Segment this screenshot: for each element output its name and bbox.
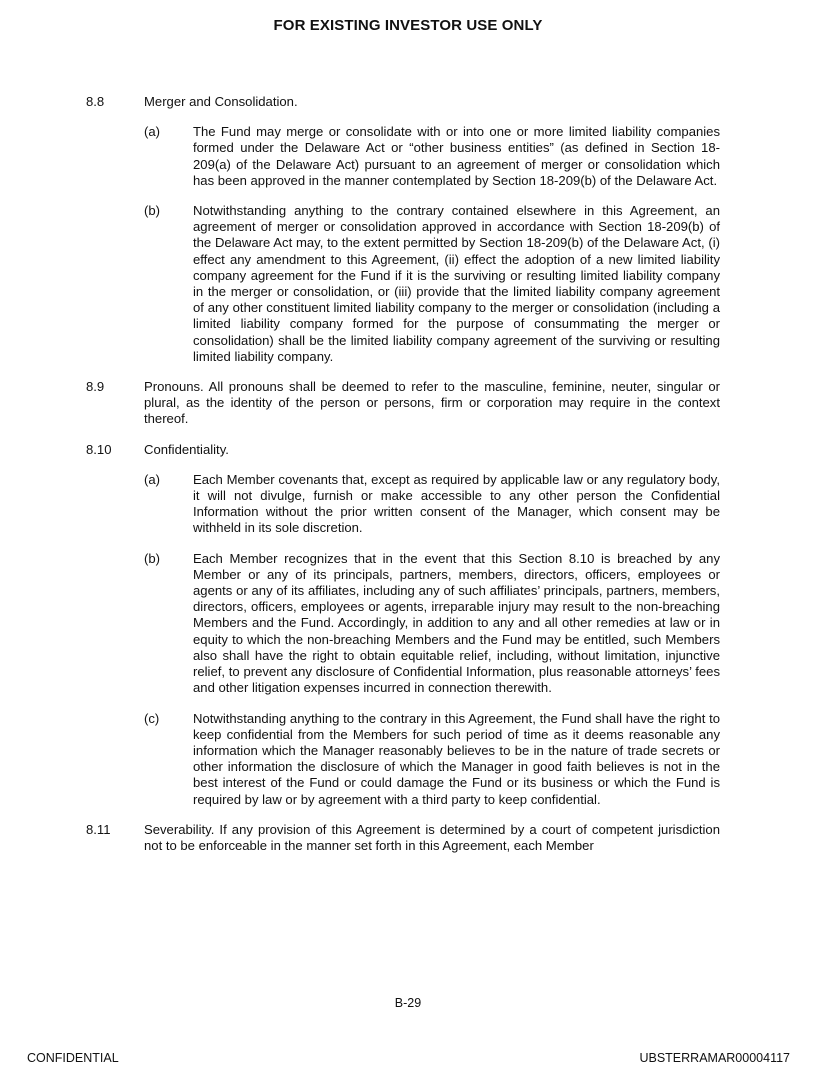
subsection-label: (b) bbox=[144, 550, 161, 566]
page-header: FOR EXISTING INVESTOR USE ONLY bbox=[273, 17, 543, 34]
section-8-10 bbox=[86, 442, 720, 808]
subsection-label: (c) bbox=[144, 710, 160, 726]
subsection-text: Each Member recognizes that in the event that this Section 8.10 is breached by any Member or any of its principals, partners, members, directors, officers, employees or agents or any of its affiliates, including any of such affiliates’ principals, partners, members, directors, officers, employees or agents, irreparable injury may result to the non-breaching Members and the Fund. Accordingly, in addition to any and all other remedies at law or in equity to which the non-breaching Members and the Fund may be entitled, such Members also shall have the right to obtain equitable relief, including, without limitation, injunctive relief, to prevent any disclosure of Confidential Information, plus reasonable attorneys’ fees and other litigation expenses incurred in connection therewith. bbox=[193, 550, 720, 696]
subsection-8-10-b bbox=[144, 551, 720, 697]
subsection-8-10-c bbox=[144, 711, 720, 808]
subsection-8-8-b bbox=[144, 203, 720, 365]
subsection-text: Notwithstanding anything to the contrary contained elsewhere in this Agreement, an agreement of merger or consolidation approved in accordance with Section 18-209(b) of the Delaware Act may, to the extent permitted by Section 18-209(b) of the Delaware Act, (i) effect any amendment to this Agreement, (ii) effect the adoption of a new limited liability company agreement for the Fund if it is the surviving or resulting limited liability company in the merger or consolidation, or (iii) provide that the limited liability company agreement of any other constituent limited liability company to the merger or consolidation (including a limited liability company formed for the purpose of consummating the merger or consolidation) shall be the limited liability company agreement of the surviving or resulting limited liability company. bbox=[193, 203, 720, 364]
footer-bates-number: UBSTERRAMAR00004117 bbox=[639, 1051, 790, 1065]
section-8-8 bbox=[86, 94, 720, 365]
section-number: 8.11 bbox=[86, 821, 111, 837]
section-heading: Confidentiality. bbox=[144, 441, 229, 457]
section-number: 8.10 bbox=[86, 441, 112, 457]
subsection-8-10-a bbox=[144, 472, 720, 537]
section-8-9 bbox=[86, 379, 720, 428]
footer-confidential-label: CONFIDENTIAL bbox=[27, 1051, 119, 1065]
section-8-11 bbox=[86, 822, 720, 854]
section-text: Pronouns. All pronouns shall be deemed to refer to the masculine, feminine, neuter, singular or plural, as the identity of the person or persons, firm or corporation may require in the context thereof. bbox=[144, 379, 720, 427]
subsection-label: (a) bbox=[144, 471, 161, 487]
document-body bbox=[86, 94, 720, 854]
subsection-label: (b) bbox=[144, 203, 161, 219]
section-number: 8.8 bbox=[86, 94, 105, 109]
section-heading: Merger and Consolidation. bbox=[144, 94, 298, 109]
subsection-text: The Fund may merge or consolidate with or into one or more limited liability companies formed under the Delaware Act or “other business entities” (as defined in Section 18-209(a) of the Delaware Act) pursuant to an agreement of merger or consolidation which has been approved in the manner contemplated by Section 18-209(b) of the Delaware Act. bbox=[193, 124, 720, 188]
subsection-text: Each Member covenants that, except as required by applicable law or any regulatory body, it will not divulge, furnish or make accessible to any other person the Confidential Information without the prior written consent of the Manager, which consent may be withheld in its sole discretion. bbox=[193, 471, 720, 536]
page-number: B-29 bbox=[394, 996, 422, 1010]
section-text: Severability. If any provision of this Agreement is determined by a court of competent jurisdiction not to be enforceable in the manner set forth in this Agreement, each Member bbox=[144, 821, 720, 853]
section-number: 8.9 bbox=[86, 379, 105, 395]
subsection-8-8-a bbox=[144, 124, 720, 189]
subsection-text: Notwithstanding anything to the contrary in this Agreement, the Fund shall have the right to keep confidential from the Members for such period of time as it deems reasonable any information which the Manager reasonably believes to be in the nature of trade secrets or other information the disclosure of which the Manager in good faith believes is not in the best interest of the Fund or could damage the Fund or its business or which the Fund is required by law or by agreement with a third party to keep confidential. bbox=[193, 710, 720, 807]
subsection-label: (a) bbox=[144, 124, 161, 140]
